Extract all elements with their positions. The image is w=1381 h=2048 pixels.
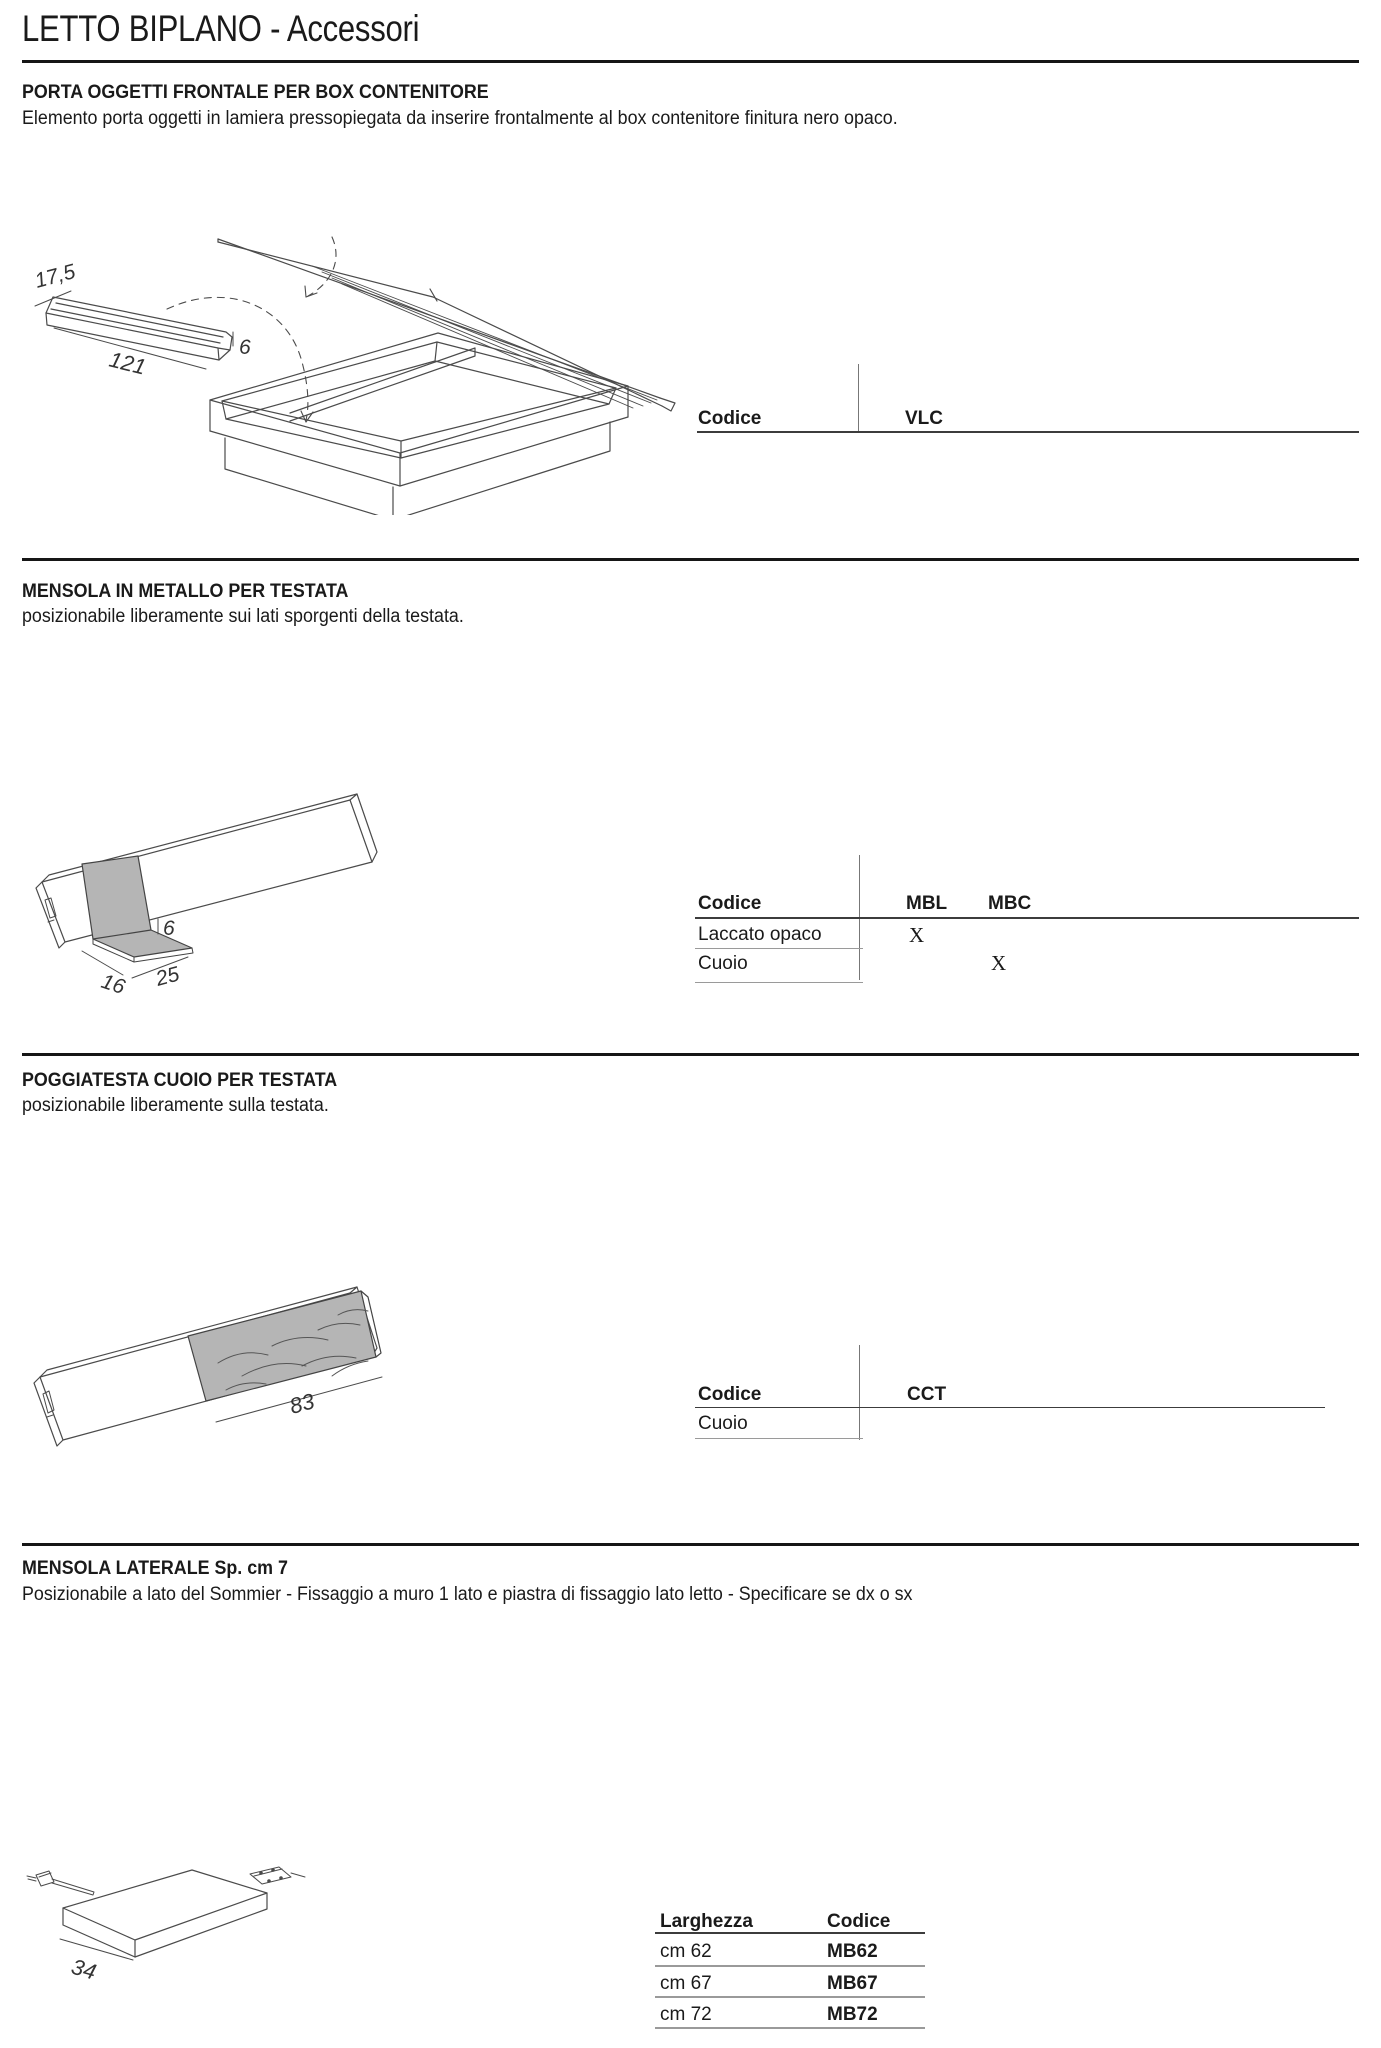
table-4-row-size: cm 67 bbox=[660, 1973, 712, 1994]
section-4-description: Posizionabile a lato del Sommier - Fissaggio a muro 1 lato e piastra di fissaggio lato letto - Specificare se dx o sx bbox=[22, 1584, 913, 1605]
table-3-row-rule bbox=[695, 1438, 863, 1439]
table-3-header: Codice bbox=[698, 1384, 762, 1405]
section-divider-3 bbox=[22, 1053, 1359, 1056]
section-1-description: Elemento porta oggetti in lamiera pressopiegata da inserire frontalmente al box contenitore finitura nero opaco. bbox=[22, 108, 898, 129]
dim-label-shelf-depth: 16 bbox=[98, 969, 128, 999]
section-divider-2 bbox=[22, 558, 1359, 561]
section-2-description: posizionabile liberamente sui lati sporgenti della testata. bbox=[22, 606, 464, 627]
porta-oggetti-drawing bbox=[20, 170, 720, 515]
section-divider-4 bbox=[22, 1543, 1359, 1546]
table-3-vline bbox=[859, 1345, 860, 1440]
table-4-col-codice: Codice bbox=[827, 1911, 891, 1932]
dim-label-shelf-lip: 6 bbox=[163, 917, 175, 940]
table-4-row-code: MB62 bbox=[827, 1941, 878, 1962]
table-4-row-size: cm 72 bbox=[660, 2004, 712, 2025]
table-4-row-code: MB67 bbox=[827, 1973, 878, 1994]
side-shelf bbox=[63, 1870, 267, 1957]
poggiatesta-drawing bbox=[20, 1268, 400, 1466]
table-1-code: VLC bbox=[905, 408, 943, 429]
dim-label-tray-width: 17,5 bbox=[32, 260, 78, 293]
dim-label-tray-height: 6 bbox=[239, 336, 251, 359]
table-3-code: CCT bbox=[907, 1384, 947, 1405]
table-4-row-rule-2 bbox=[655, 1996, 925, 1998]
section-1-heading: PORTA OGGETTI FRONTALE PER BOX CONTENITORE bbox=[22, 82, 489, 103]
mensola-metallo-drawing bbox=[20, 788, 410, 1000]
table-2-col-mbc: MBC bbox=[988, 893, 1032, 914]
table-2-row-rule-2 bbox=[695, 982, 863, 983]
bed-fixing-plate bbox=[250, 1867, 305, 1884]
table-2-row-finish: Cuoio bbox=[698, 953, 748, 974]
mensola-laterale-drawing bbox=[20, 1840, 330, 2045]
table-1-header: Codice bbox=[698, 408, 762, 429]
table-4-col-larghezza: Larghezza bbox=[660, 1911, 753, 1932]
wall-fixing-pin bbox=[27, 1871, 94, 1895]
section-3-description: posizionabile liberamente sulla testata. bbox=[22, 1095, 329, 1116]
section-4-heading: MENSOLA LATERALE Sp. cm 7 bbox=[22, 1558, 288, 1579]
dim-label-headrest-length: 83 bbox=[286, 1388, 317, 1419]
section-3-heading: POGGIATESTA CUOIO PER TESTATA bbox=[22, 1070, 338, 1091]
table-4-row-code: MB72 bbox=[827, 2004, 878, 2025]
dimension-line bbox=[60, 1939, 133, 1960]
page-title: LETTO BIPLANO - Accessori bbox=[22, 8, 420, 49]
table-2-row-rule-1 bbox=[695, 948, 863, 949]
table-1-vline bbox=[858, 364, 859, 431]
table-2-mark-mbl: X bbox=[909, 923, 925, 947]
header-divider bbox=[22, 60, 1359, 63]
leather-headrest-panel bbox=[188, 1291, 381, 1401]
table-2-header: Codice bbox=[698, 893, 762, 914]
table-2-row-finish: Laccato opaco bbox=[698, 924, 822, 945]
table-2-mark-mbc: X bbox=[991, 951, 1007, 975]
dim-label-tray-length: 121 bbox=[106, 346, 149, 380]
table-4-header-rule bbox=[655, 1932, 925, 1934]
dim-label-shelf-depth: 34 bbox=[68, 1953, 100, 1985]
section-2-heading: MENSOLA IN METALLO PER TESTATA bbox=[22, 581, 349, 602]
table-4-row-size: cm 62 bbox=[660, 1941, 712, 1962]
table-3-row-finish: Cuoio bbox=[698, 1413, 748, 1434]
dim-label-shelf-width: 25 bbox=[153, 962, 182, 991]
storage-bed-drawing bbox=[210, 239, 675, 515]
table-3-header-rule bbox=[695, 1407, 1325, 1408]
table-4-row-rule-3 bbox=[655, 2027, 925, 2029]
table-2-header-rule bbox=[695, 917, 1359, 919]
table-2-col-mbl: MBL bbox=[906, 893, 948, 914]
table-1-rule bbox=[697, 431, 1359, 433]
table-4-row-rule-1 bbox=[655, 1965, 925, 1967]
